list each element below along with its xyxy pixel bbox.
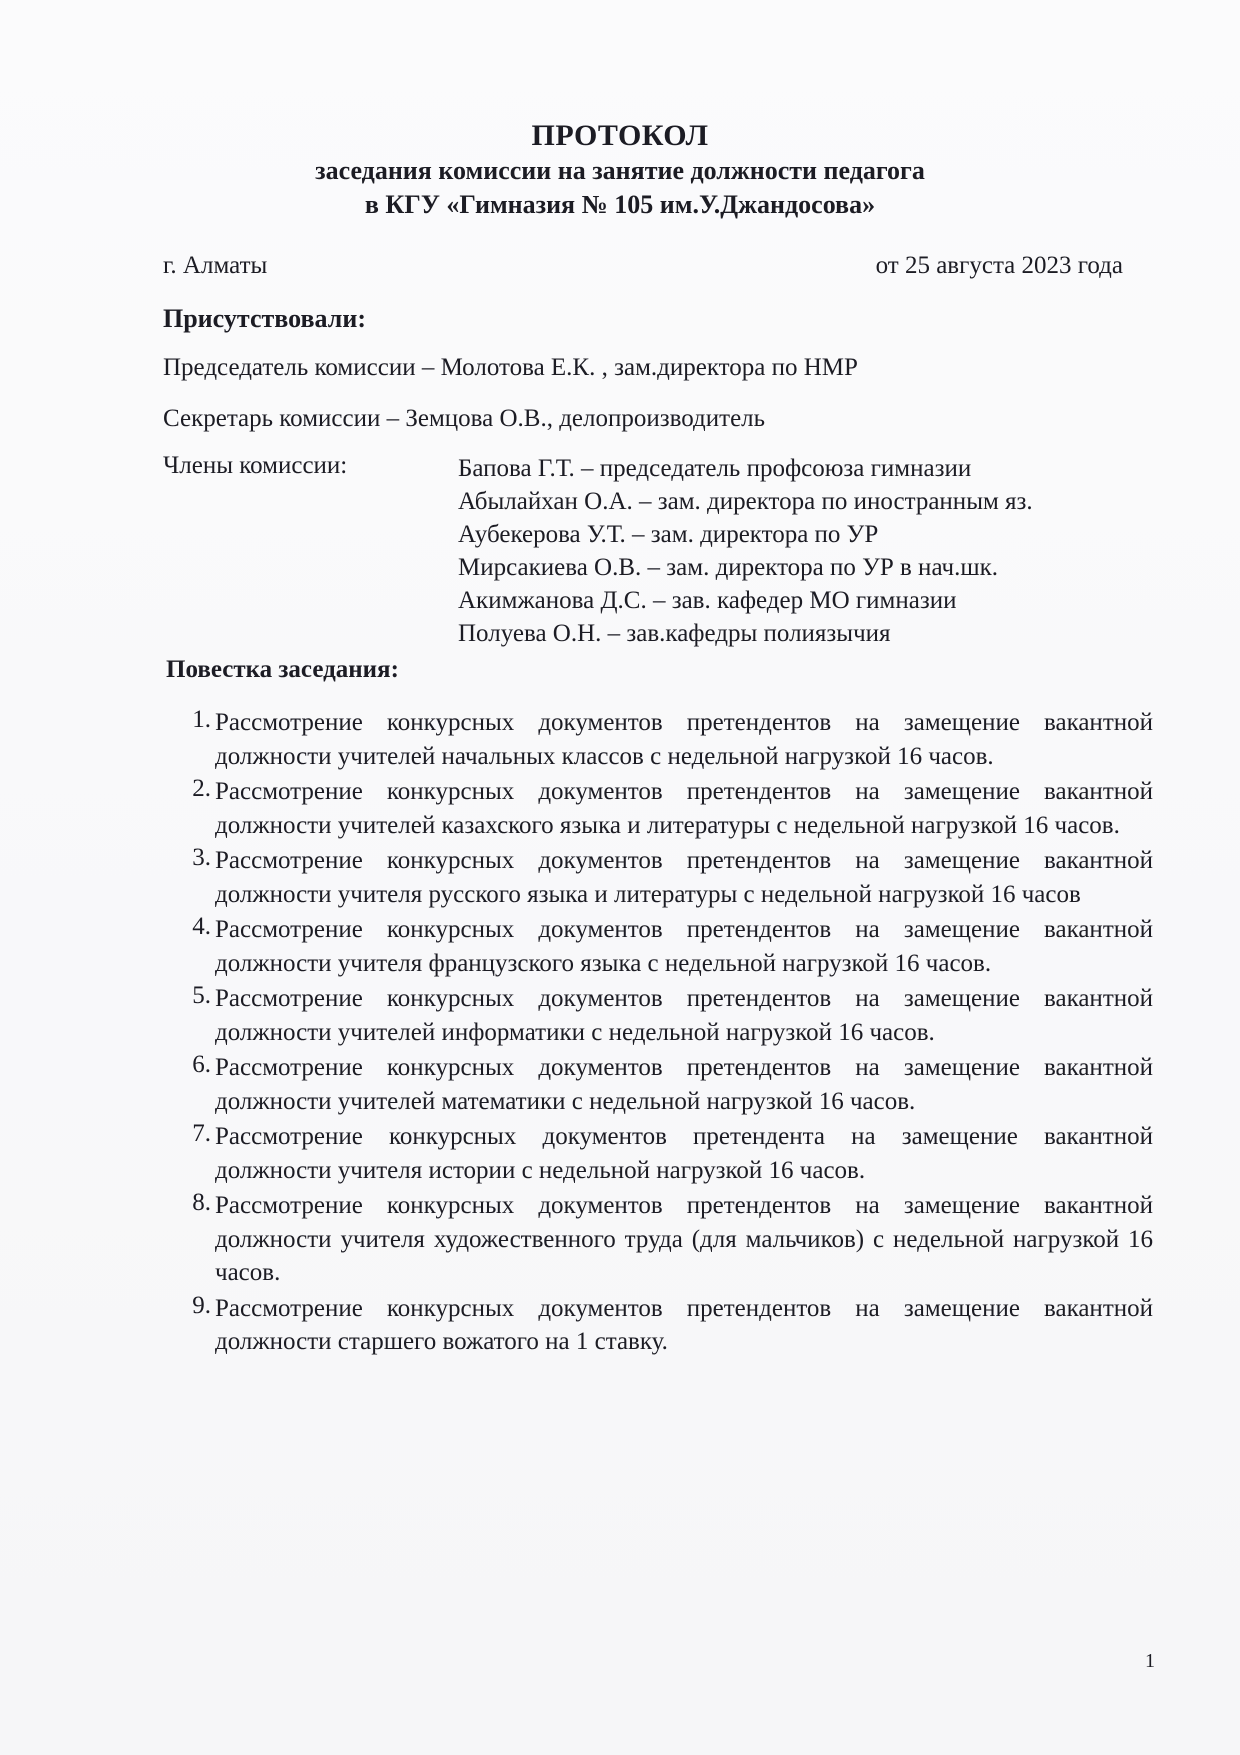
agenda-item-text: Рассмотрение конкурсных документов претендентов на замещение вакантной должности учителей математики с недельной нагрузкой 16 часов. xyxy=(215,1054,1153,1115)
member-item: Аубекерова У.Т. – зам. директора по УР xyxy=(458,521,879,548)
agenda-item-text: Рассмотрение конкурсных документов претендентов на замещение вакантной должности учителей информатики с недельной нагрузкой 16 часов. xyxy=(215,985,1153,1046)
agenda-item xyxy=(163,775,1153,842)
agenda-item xyxy=(163,706,1153,773)
agenda-item-text: Рассмотрение конкурсных документов претендента на замещение вакантной должности учителя истории с недельной нагрузкой 16 часов. xyxy=(215,1123,1153,1184)
member-item: Бапова Г.Т. – председатель профсоюза гимназии xyxy=(458,455,972,482)
agenda-item xyxy=(163,1120,1153,1187)
agenda-item xyxy=(163,1051,1153,1118)
agenda-item xyxy=(163,844,1153,911)
member-item: Акимжанова Д.С. – зав. кафедер МО гимназии xyxy=(458,587,957,614)
agenda-item-number: 6. xyxy=(192,1051,211,1078)
agenda-item xyxy=(163,982,1153,1049)
members-label: Члены комиссии: xyxy=(163,452,348,479)
agenda-item-number: 1. xyxy=(192,706,211,733)
member-item: Полуева О.Н. – зав.кафедры полиязычия xyxy=(458,620,891,647)
commission-secretary: Секретарь комиссии – Земцова О.В., делопроизводитель xyxy=(163,405,766,432)
agenda-item xyxy=(163,1292,1153,1359)
agenda-item-text: Рассмотрение конкурсных документов претендентов на замещение вакантной должности учителя русского языка и литературы с недельной нагрузкой 16 часов xyxy=(215,847,1153,908)
agenda-item-number: 7. xyxy=(192,1120,211,1147)
agenda-item-number: 5. xyxy=(192,982,211,1009)
city: г. Алматы xyxy=(163,252,268,279)
agenda-item xyxy=(163,1189,1153,1290)
agenda-item-number: 9. xyxy=(192,1291,211,1319)
agenda-item-text: Рассмотрение конкурсных документов претендентов на замещение вакантной должности учителей казахского языка и литературы с недельной нагрузкой 16 часов. xyxy=(215,778,1153,839)
members-list xyxy=(458,452,1178,650)
document-title: ПРОТОКОЛ xyxy=(531,119,709,152)
member-item: Абылайхан О.А. – зам. директора по иностранным яз. xyxy=(458,488,1033,515)
agenda-item-number: 8. xyxy=(192,1189,211,1216)
institution-name: в КГУ «Гимназия № 105 им.У.Джандосова» xyxy=(364,190,876,219)
page-number: 1 xyxy=(1145,1650,1155,1672)
agenda-item-number: 4. xyxy=(192,913,211,940)
member-item: Мирсакиева О.В. – зам. директора по УР в нач.шк. xyxy=(458,554,999,581)
agenda-item-text: Рассмотрение конкурсных документов претендентов на замещение вакантной должности старшего вожатого на 1 ставку. xyxy=(215,1294,1153,1355)
agenda-item-text: Рассмотрение конкурсных документов претендентов на замещение вакантной должности учителей начальных классов с недельной нагрузкой 16 часов. xyxy=(215,709,1153,770)
agenda-item-number: 3. xyxy=(192,844,211,871)
agenda-item-number: 2. xyxy=(192,775,211,802)
agenda-list xyxy=(163,706,1153,1361)
commission-chair: Председатель комиссии – Молотова Е.К. , зам.директора по НМР xyxy=(163,354,858,381)
agenda-item xyxy=(163,913,1153,980)
agenda-heading: Повестка заседания: xyxy=(166,656,399,683)
meeting-date: от 25 августа 2023 года xyxy=(875,252,1123,279)
agenda-item-text: Рассмотрение конкурсных документов претендентов на замещение вакантной должности учителя художественного труда (для мальчиков) с недельной нагрузкой 16 часов. xyxy=(215,1192,1153,1286)
document-subtitle: заседания комиссии на занятие должности педагога xyxy=(315,156,925,185)
attendance-heading: Присутствовали: xyxy=(163,304,366,333)
agenda-item-text: Рассмотрение конкурсных документов претендентов на замещение вакантной должности учителя французского языка с недельной нагрузкой 16 часов. xyxy=(215,916,1153,977)
title-block xyxy=(0,118,1240,222)
